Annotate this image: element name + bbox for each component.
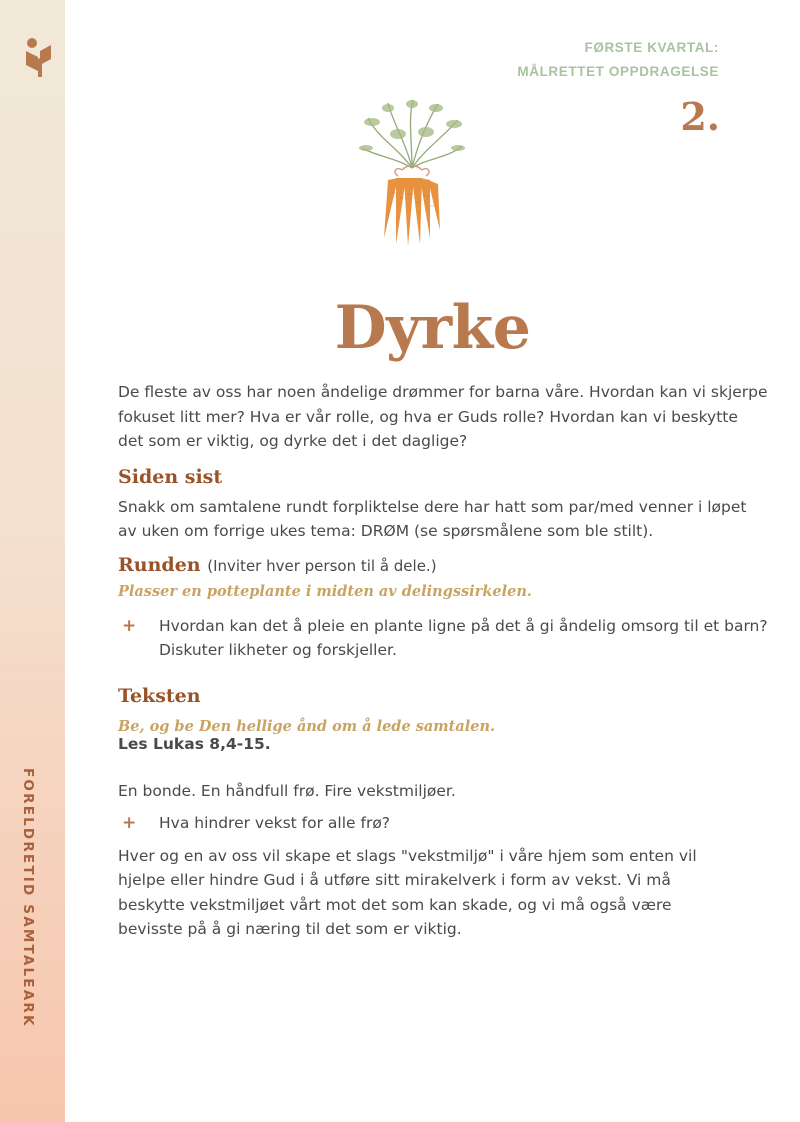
runden-bullet — [118, 614, 768, 663]
plus-icon: + — [122, 813, 137, 833]
teksten-reading: Les Lukas 8,4-15. — [118, 734, 271, 753]
sidebar-vertical-title: FORELDRETID SAMTALEARK — [20, 768, 36, 1028]
runden-bullet-text: Hvordan kan det å pleie en plante ligne på det å gi åndelig omsorg til et barn? Diskuter likheter og forskjeller. — [159, 616, 768, 659]
runden-instruction: Plasser en potteplante i midten av delingssirkelen. — [118, 582, 532, 600]
page-title: Dyrke — [334, 293, 531, 363]
lesson-number: 2. — [680, 94, 720, 139]
quarter-heading — [517, 36, 719, 84]
teksten-instruction: Be, og be Den hellige ånd om å lede samtalen. — [118, 717, 496, 735]
intro-paragraph: De fleste av oss har noen åndelige drømmer for barna våre. Hvordan kan vi skjerpe fokuset litt mer? Hva er vår rolle, og hva er Guds rolle? Hvordan kan vi beskytte det som er viktig, og dyrke det i det daglige? — [118, 383, 768, 450]
siden-sist-text: Snakk om samtalene rundt forpliktelse dere har hatt som par/med venner i løpet av uken om forrige ukes tema: DRØM (se spørsmålene som ble stilt). — [118, 497, 747, 540]
content — [118, 380, 768, 942]
runden-heading-label: Runden — [118, 553, 201, 576]
carrot-bundle-illustration — [358, 98, 466, 248]
teksten-bullet — [118, 811, 768, 836]
plus-icon: + — [122, 615, 137, 636]
runden-note: (Inviter hver person til å dele.) — [207, 556, 437, 575]
teksten-paragraph-1: En bonde. En håndfull frø. Fire vekstmiljøer. — [118, 781, 456, 800]
teksten-heading: Teksten — [118, 684, 201, 707]
runden-heading — [118, 554, 768, 576]
teksten-bullet-text: Hva hindrer vekst for alle frø? — [159, 814, 391, 832]
teksten-paragraph-2: Hver og en av oss vil skape et slags "vekstmiljø" i våre hjem som enten vil hjelpe eller hindre Gud i å utføre sitt mirakelverk i form av vekst. Vi må beskytte vekstmiljøet vårt mot det som kan skade, og vi må også være bevisste på å gi næring til det som er viktig. — [118, 846, 697, 938]
sprout-logo-icon — [24, 37, 52, 77]
quarter-line-2: MÅLRETTET OPPDRAGELSE — [517, 64, 719, 79]
sidebar — [0, 0, 65, 1122]
quarter-line-1: FØRSTE KVARTAL: — [584, 40, 719, 55]
siden-sist-heading: Siden sist — [118, 465, 223, 488]
